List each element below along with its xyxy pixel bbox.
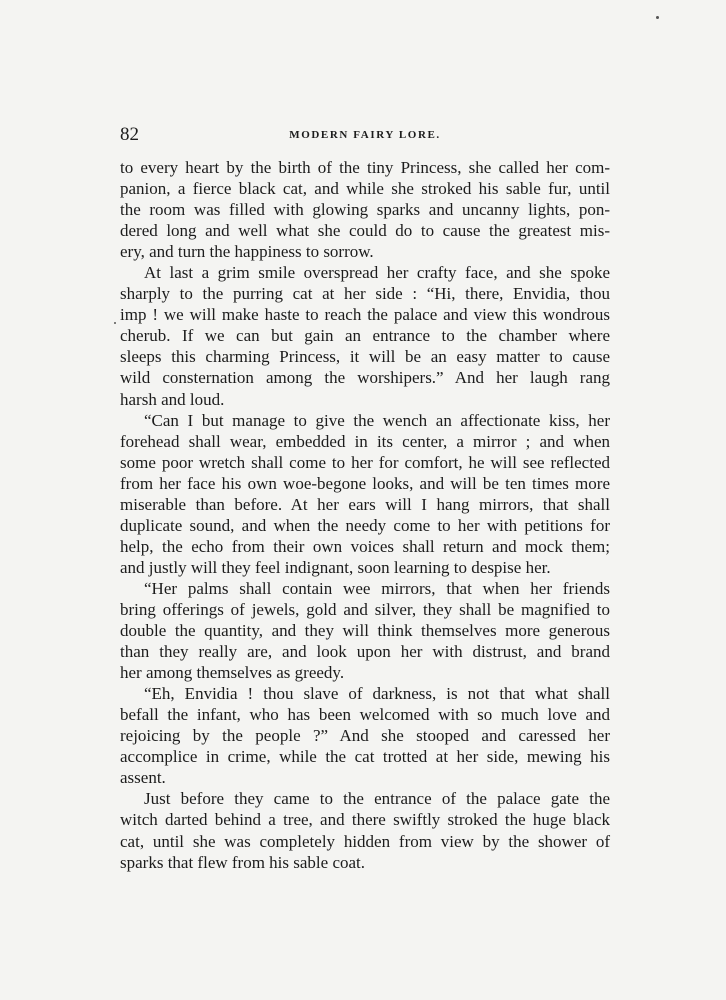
text-line: sparks that flew from his sable coat. [120, 852, 366, 872]
text-line: some poor wretch shall come to her for comfort, he will see reflected [120, 452, 610, 472]
text-line: miserable than before. At her ears will I hang mirrors, that shall [120, 494, 610, 514]
text-line: help, the echo from their own voices shall return and mock them; [120, 536, 610, 556]
paper-speck [656, 16, 659, 19]
text-line: sharply to the purring cat at her side : “Hi, there, Envidia, thou [120, 284, 610, 304]
text-line: from her face his own woe-begone looks, and will be ten times more [120, 473, 610, 493]
text-line: assent. [120, 768, 166, 788]
text-line: dered long and well what she could do to cause the greatest mis- [120, 221, 610, 241]
page-header [120, 124, 610, 154]
text-line: bring offerings of jewels, gold and silver, they shall be magnified to [120, 599, 610, 619]
text-line: rejoicing by the people ?” And she stooped and caressed her [120, 726, 610, 746]
text-line: duplicate sound, and when the needy come to her with petitions for [120, 515, 610, 535]
text-line: harsh and loud. [120, 389, 225, 409]
text-line: than they really are, and look upon her with distrust, and brand [120, 642, 610, 662]
text-line: cat, until she was completely hidden from view by the shower of [120, 831, 610, 851]
text-line: “Her palms shall contain wee mirrors, that when her friends [144, 578, 610, 598]
running-title: MODERN FAIRY LORE. [289, 129, 441, 141]
text-line: ery, and turn the happiness to sorrow. [120, 242, 374, 262]
text-line: Just before they came to the entrance of the palace gate the [144, 789, 610, 809]
text-line: “Eh, Envidia ! thou slave of darkness, is not that what shall [144, 684, 610, 704]
text-line: sleeps this charming Princess, it will be an easy matter to cause [120, 347, 610, 367]
text-line: witch darted behind a tree, and there swiftly stroked the huge black [120, 810, 610, 830]
text-line: double the quantity, and they will think themselves more generous [120, 621, 610, 641]
text-line: forehead shall wear, embedded in its center, a mirror ; and when [120, 431, 610, 451]
paper-speck [114, 322, 116, 324]
text-line: and justly will they feel indignant, soon learning to despise her. [120, 557, 551, 577]
text-line: panion, a fierce black cat, and while she stroked his sable fur, until [120, 179, 610, 199]
text-line: accomplice in crime, while the cat trotted at her side, mewing his [120, 747, 610, 767]
text-line: wild consternation among the worshipers.” And her laugh rang [120, 368, 610, 388]
body-text [120, 157, 610, 873]
text-line: “Can I but manage to give the wench an affectionate kiss, her [144, 410, 610, 430]
text-line: imp ! we will make haste to reach the palace and view this wondrous [120, 305, 610, 325]
text-line: the room was filled with glowing sparks and uncanny lights, pon- [120, 200, 610, 220]
text-line: to every heart by the birth of the tiny Princess, she called her com- [120, 158, 610, 177]
text-line: befall the infant, who has been welcomed with so much love and [120, 705, 610, 725]
text-line: cherub. If we can but gain an entrance to the chamber where [120, 326, 610, 346]
text-line: her among themselves as greedy. [120, 663, 345, 683]
page-number: 82 [120, 124, 139, 145]
text-line: At last a grim smile overspread her crafty face, and she spoke [144, 263, 610, 283]
